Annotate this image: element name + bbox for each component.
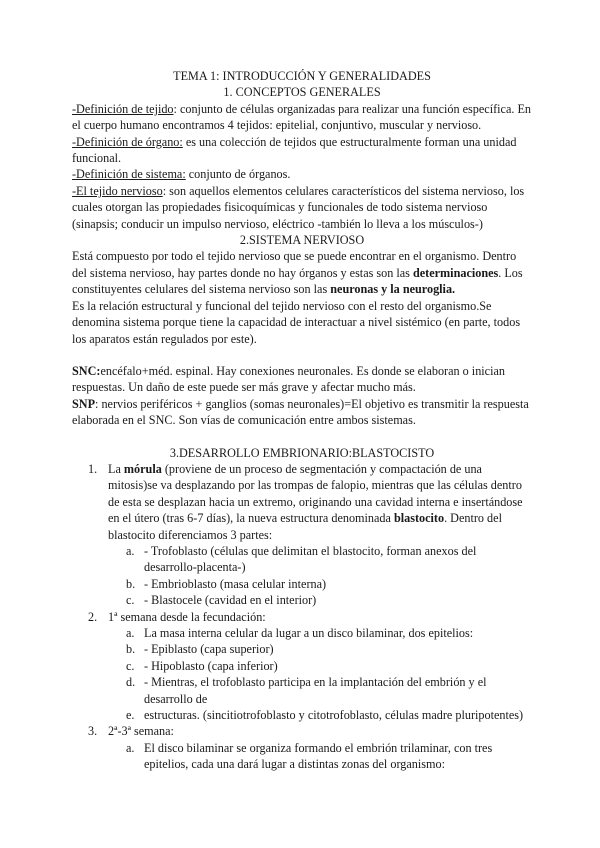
numbered-list	[72, 461, 532, 773]
sublist-text: - Mientras, el trofoblasto participa en la implantación del embrión y el desarrollo de	[144, 675, 487, 706]
section-1-heading: 1. CONCEPTOS GENERALES	[223, 85, 381, 100]
snp-text: : nervios periféricos + ganglios (somas neuronales)=El objetivo es transmitir la respuesta elaborada en el SNC. Son vías de comunicación entre ambos sistemas.	[72, 396, 529, 428]
term-sistema: -Definición de sistema:	[72, 167, 186, 182]
spacer	[72, 429, 532, 445]
list-number: 3.	[88, 724, 98, 739]
sublist-item	[72, 543, 532, 576]
sublist-item	[72, 707, 532, 723]
term-organo: -Definición de órgano:	[72, 134, 183, 149]
list-item-3	[72, 723, 532, 739]
term-tejido-nervioso: -El tejido nervioso	[72, 183, 163, 198]
item1-text-a: La	[108, 461, 124, 476]
definition-tejido-nervioso	[72, 183, 532, 232]
sublist-letter: c.	[126, 658, 135, 673]
item3-text: 2ª-3ª semana:	[108, 724, 174, 739]
snc-term: SNC:	[72, 363, 101, 378]
sn-text-c: . Los constituyentes celulares del sistema nervioso son las	[72, 265, 523, 297]
definition-tejido	[72, 101, 532, 134]
sublist-text: - Trofoblasto (células que delimitan el blastocito, forman anexos del desarrollo-placenta-)	[144, 543, 477, 575]
sublist-letter: a.	[126, 626, 135, 640]
sublist-item	[72, 658, 532, 674]
item1-bold-blastocito: blastocito	[393, 511, 445, 526]
sublist-text: estructuras. (sincitiotrofoblasto y citotrofoblasto, células madre pluripotentes)	[144, 708, 524, 723]
sublist-text: - Epiblasto (capa superior)	[144, 642, 274, 657]
sn-text-a: Está compuesto por todo el tejido nervioso que se puede encontrar en el organismo. Dentro del sistema nervioso, hay partes donde no hay órganos y estas son las	[72, 249, 517, 280]
section-2-heading: 2.SISTEMA NERVIOSO	[239, 233, 365, 248]
sn-bold-neuronas: neuronas y la neuroglia.	[330, 282, 456, 297]
term-tejido: -Definición de tejido	[72, 101, 174, 116]
sublist-letter: b.	[126, 642, 136, 657]
sublist-item	[72, 576, 532, 592]
list-number: 1.	[88, 461, 98, 476]
sublist-item	[72, 674, 532, 707]
snc-paragraph	[72, 363, 532, 396]
sublist-item	[72, 625, 532, 641]
sistema-nervioso-paragraph-1	[72, 248, 532, 297]
sublist-item	[72, 641, 532, 657]
definition-tejido-text: : conjunto de células organizadas para realizar una función específica. En el cuerpo humano encontramos 4 tejidos: epitelial, conjuntivo, muscular y nervioso.	[72, 101, 531, 133]
sn-bold-determinaciones: determinaciones	[412, 265, 499, 280]
sublist-text: - Embrioblasto (masa celular interna)	[144, 576, 327, 591]
sublist-item	[72, 740, 532, 773]
sublist-3	[72, 740, 532, 773]
list-item-1	[72, 461, 532, 543]
definition-organo	[72, 134, 532, 167]
snp-paragraph	[72, 396, 532, 429]
sublist-letter: a.	[126, 543, 135, 558]
sistema-nervioso-paragraph-2: Es la relación estructural y funcional del tejido nervioso con el resto del organismo.Se denomina sistema porque tiene la capacidad de interactuar a nivel sistémico (en parte, todos los aparatos están regulados por este).	[72, 298, 521, 346]
snp-term: SNP	[72, 396, 96, 411]
sublist-letter: b.	[126, 576, 136, 591]
sublist-letter: c.	[126, 593, 135, 608]
definition-tejido-nervioso-text: : son aquellos elementos celulares característicos del sistema nervioso, los cuales otorgan las propiedades fisicoquímicas y funcionales de todo sistema nervioso (sinapsis; conducir un impulso nervioso, eléctrico -también lo lleva a los músculos-)	[72, 183, 525, 231]
spacer	[72, 347, 532, 363]
sublist-text: El disco bilaminar se organiza formando el embrión trilaminar, con tres epitelios, cada una dará lugar a distintas zonas del organismo:	[144, 740, 493, 772]
definition-organo-text: es una colección de tejidos que estructuralmente forman una unidad funcional.	[72, 134, 517, 166]
sublist-letter: d.	[126, 675, 136, 690]
list-item-2	[72, 609, 532, 625]
list-number: 2.	[88, 609, 98, 624]
sublist-letter: a.	[126, 740, 135, 755]
definition-sistema-text: conjunto de órganos.	[185, 167, 291, 182]
sublist-item	[72, 592, 532, 608]
sublist-2	[72, 625, 532, 723]
sublist-text: - Hipoblasto (capa inferior)	[144, 658, 278, 673]
section-3-heading: 3.DESARROLLO EMBRIONARIO:BLASTOCISTO	[169, 445, 435, 460]
document-title: TEMA 1: INTRODUCCIÓN Y GENERALIDADES	[173, 69, 431, 83]
sublist-letter: e.	[126, 708, 135, 723]
sublist-text: La masa interna celular da lugar a un disco bilaminar, dos epitelios:	[144, 626, 474, 640]
sublist-1	[72, 543, 532, 609]
item1-text-e: . Dentro del blastocito diferenciamos 3 partes:	[108, 511, 502, 542]
snc-text: encéfalo+méd. espinal. Hay conexiones neuronales. Es donde se elaboran o inician respuestas. Un daño de este puede ser más grave y afectar mucho más.	[72, 363, 505, 395]
item1-text-c: (proviene de un proceso de segmentación y compactación de una mitosis)se va desplazando por las trompas de falopio, mientras que las células dentro de esta se desplazan hacia un extremo, originando una cavidad interna e insertándose en el útero (tras 6-7 días), la nueva estructura denominada	[108, 461, 523, 526]
item1-bold-morula: mórula	[123, 461, 162, 476]
document-page	[72, 68, 532, 773]
sublist-text: - Blastocele (cavidad en el interior)	[144, 593, 317, 608]
definition-sistema	[72, 166, 532, 182]
item2-text: 1ª semana desde la fecundación:	[108, 609, 266, 624]
